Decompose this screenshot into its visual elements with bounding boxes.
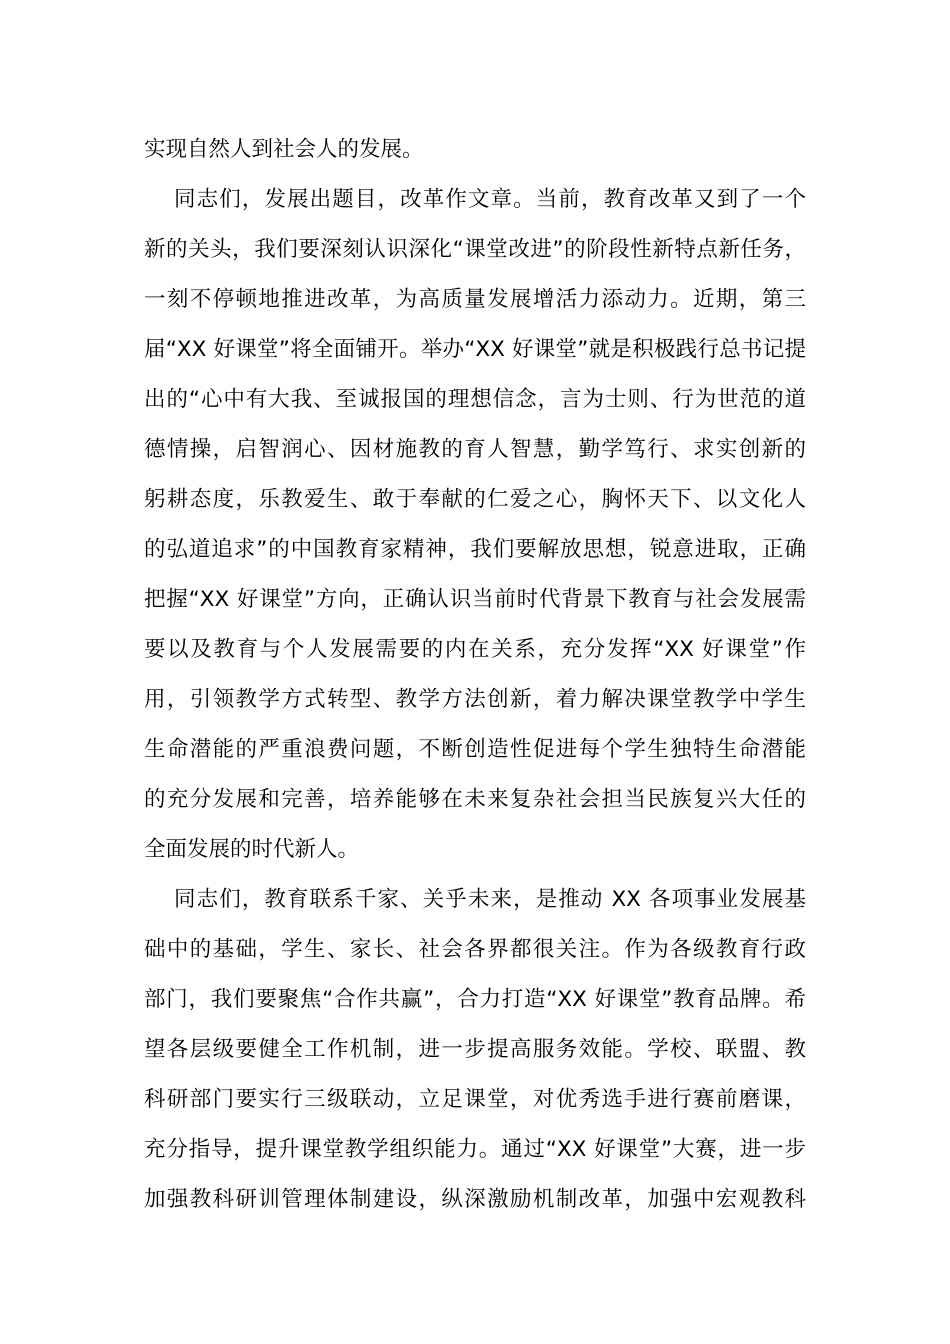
text-line: 生命潜能的严重浪费问题，不断创造性促进每个学生独特生命潜能 [144,737,806,762]
text-line: 的弘道追求”的中国教育家精神，我们要解放思想，锐意进取，正确 [144,537,806,562]
text-line: 加强教科研训管理体制建设，纵深激励机制改革，加强中宏观教科 [144,1187,806,1212]
text-line: 躬耕态度，乐教爱生、敢于奉献的仁爱之心，胸怀天下、以文化人 [144,487,806,512]
text-line: 全面发展的时代新人。 [144,837,360,862]
text-line: 出的“心中有大我、至诚报国的理想信念，言为士则、行为世范的道 [144,387,806,412]
text-line: 的充分发展和完善，培养能够在未来复杂社会担当民族复兴大任的 [144,787,806,812]
text-line: 科研部门要实行三级联动，立足课堂，对优秀选手进行赛前磨课， [144,1087,806,1112]
text-line: 把握“XX 好课堂”方向，正确认识当前时代背景下教育与社会发展需 [144,587,806,612]
text-line: 一刻不停顿地推进改革，为高质量发展增活力添动力。近期，第三 [144,287,806,312]
text-line: 望各层级要健全工作机制，进一步提高服务效能。学校、联盟、教 [144,1037,806,1062]
text-line: 新的关头，我们要深刻认识深化“课堂改进”的阶段性新特点新任务， [144,237,806,262]
text-line: 部门，我们要聚焦“合作共赢”，合力打造“XX 好课堂”教育品牌。希 [144,987,806,1012]
text-line: 用，引领教学方式转型、教学方法创新，着力解决课堂教学中学生 [144,687,806,712]
text-line: 德情操，启智润心、因材施教的育人智慧，勤学笃行、求实创新的 [144,437,806,462]
text-line: 实现自然人到社会人的发展。 [144,137,424,162]
text-line: 充分指导，提升课堂教学组织能力。通过“XX 好课堂”大赛，进一步 [144,1137,806,1162]
text-line: 要以及教育与个人发展需要的内在关系，充分发挥“XX 好课堂”作 [144,637,806,662]
text-line: 届“XX 好课堂”将全面铺开。举办“XX 好课堂”就是积极践行总书记提 [144,337,806,362]
text-line: 同志们，教育联系千家、关乎未来，是推动 XX 各项事业发展基 [174,887,806,912]
text-line: 同志们，发展出题目，改革作文章。当前，教育改革又到了一个 [174,187,806,212]
text-line: 础中的基础，学生、家长、社会各界都很关注。作为各级教育行政 [144,937,806,962]
